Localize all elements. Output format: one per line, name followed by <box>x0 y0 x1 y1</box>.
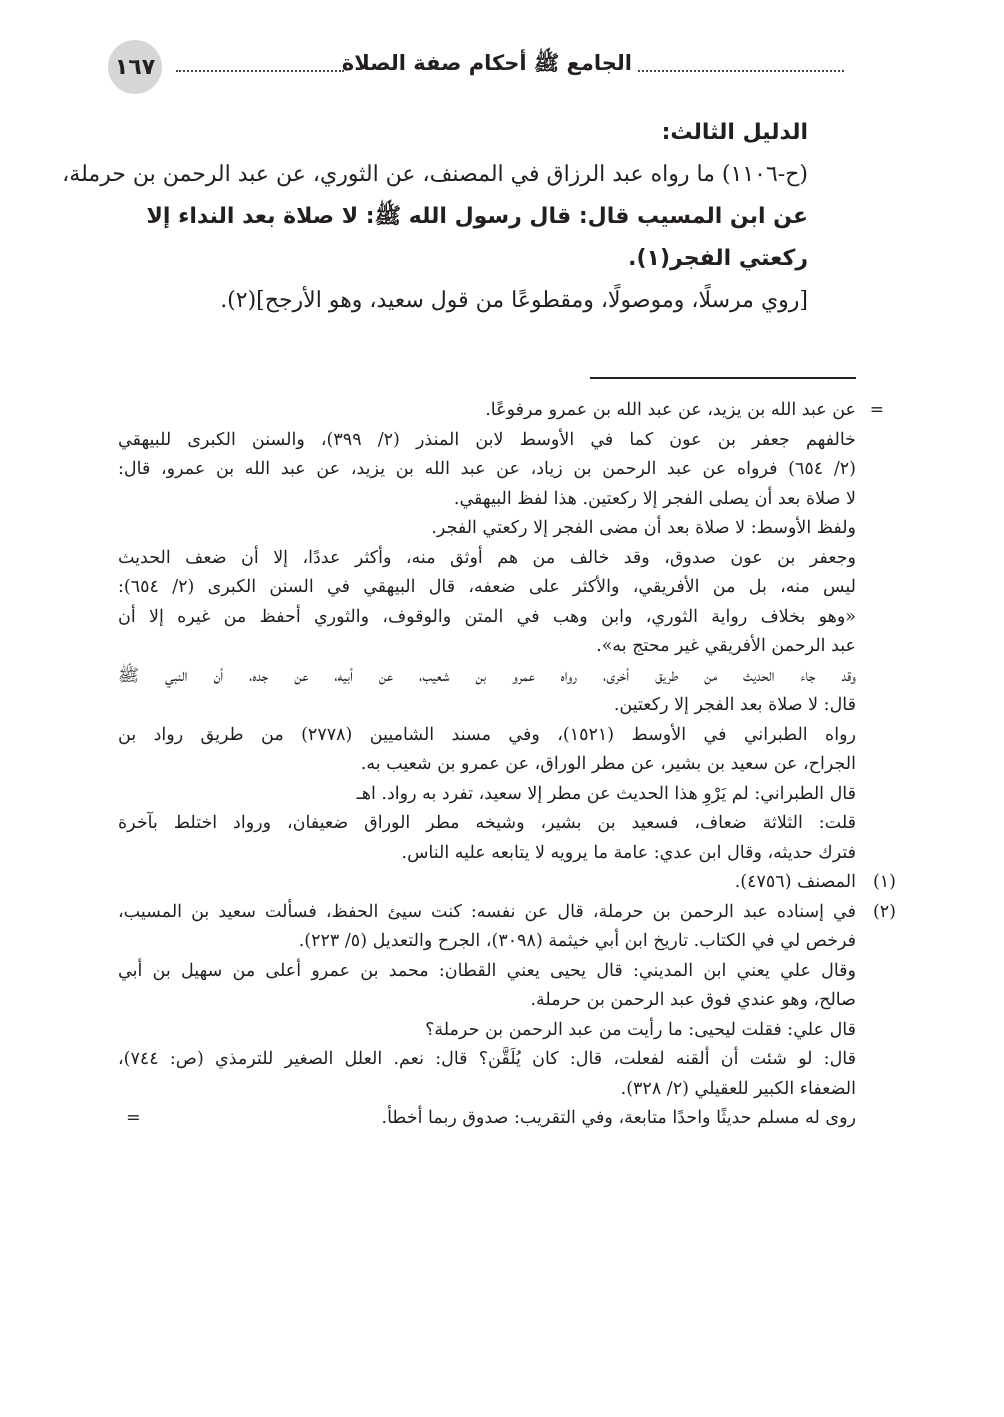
footnote-number: (٢) <box>872 901 896 922</box>
footnote-2-line: قال: لو شئت أن ألقنه لفعلت، قال: كان يُلَقَّن؟ قال: نعم. العلل الصغير للترمذي (ص: ٧٤٤)، <box>118 1049 856 1069</box>
footnote-2-line <box>118 1104 856 1134</box>
footnote-2-line: فرخص لي في الكتاب. تاريخ ابن أبي خيثمة (٣٠٩٨)، الجرح والتعديل (٥/ ٢٢٣). <box>298 931 856 951</box>
footnote-line: وجعفر بن عون صدوق، وقد خالف من هم أوثق منه، وأكثر عددًا، إلا أن ضعف الحديث <box>118 547 856 568</box>
footnote-line: «وهو بخلاف رواية الثوري، وابن وهب في المتن والوقوف، والثوري أحفظ من غيره إلا أن <box>118 606 856 627</box>
footnote-1 <box>118 868 896 898</box>
grading-line: [روي مرسلًا، وموصولًا، ومقطوعًا من قول سعيد، وهو الأرجح](٢). <box>220 288 808 313</box>
page-header <box>108 40 844 98</box>
footnote-line: وقد جاء الحديث من طريق أخرى، رواه عمرو بن شعيب، عن أبيه، عن جده، أن النبي ﷺ <box>118 665 856 686</box>
footnote-line: (٢/ ٦٥٤) فرواه عن عبد الرحمن بن زياد، عن عبد الله بن يزيد، عن عبد الله بن عمرو، قال: <box>118 459 856 479</box>
footnote-2-line-text: روى له مسلم حديثًا واحدًا متابعة، وفي التقريب: صدوق ربما أخطأ. <box>381 1108 856 1128</box>
footnote-2-line: الضعفاء الكبير للعقيلي (٢/ ٣٢٨). <box>620 1078 856 1099</box>
footnote-line <box>118 396 884 426</box>
footnote-line: ليس منه، بل من الأفريقي، والأكثر على ضعفه، قال البيهقي في السنن الكبرى (٢/ ٦٥٤): <box>118 577 856 597</box>
header-dotted-rule-right <box>638 70 844 72</box>
footnote-2-line: صالح، وهو عندي فوق عبد الرحمن بن حرملة. <box>530 990 856 1010</box>
footnote-2-line <box>118 898 896 928</box>
footnote-2-line-text: في إسناده عبد الرحمن بن حرملة، قال عن نفسه: كنت سيئ الحفظ، فسألت سعيد بن المسيب، <box>118 901 856 922</box>
footnote-line: خالفهم جعفر بن عون كما في الأوسط لابن المنذر (٢/ ٣٩٩)، والسنن الكبرى للبيهقي <box>118 429 856 450</box>
hadith-text-line: ركعتي الفجر(١). <box>628 246 808 271</box>
continuation-marker: = <box>869 400 884 420</box>
footnote-line: قلت: الثلاثة ضعاف، فسعيد بن بشير، وشيخه مطر الوراق ضعيفان، ورواد اختلط بآخرة <box>118 813 856 833</box>
footnote-2-line: وقال علي يعني ابن المديني: قال يحيى يعني القطان: محمد بن عمرو أعلى من سهيل بن أبي <box>118 960 856 981</box>
footnote-line: قال: لا صلاة بعد الفجر إلا ركعتين. <box>613 695 856 715</box>
header-dotted-rule-left <box>176 70 344 72</box>
footnote-line: فترك حديثه، وقال ابن عدي: عامة ما يرويه لا يتابعه عليه الناس. <box>401 842 856 863</box>
footnote-1-text: المصنف (٤٧٥٦). <box>734 872 856 892</box>
footnote-line: عبد الرحمن الأفريقي غير محتج به». <box>596 636 856 656</box>
footnote-line: لا صلاة بعد أن يصلى الفجر إلا ركعتين. هذا لفظ البيهقي. <box>453 488 856 509</box>
hadith-text-line: عن ابن المسيب قال: قال رسول الله ﷺ: لا صلاة بعد النداء إلا <box>146 204 808 229</box>
footnote-line: رواه الطبراني في الأوسط (١٥٢١)، وفي مسند الشاميين (٢٧٧٨) من طريق رواد بن <box>118 724 856 745</box>
footnote-separator <box>590 377 856 379</box>
page-number-badge <box>108 40 162 94</box>
footnote-number: (١) <box>872 872 896 892</box>
page-number: ١٦٧ <box>114 54 156 80</box>
footnotes <box>118 396 896 1134</box>
main-line: (ح-١١٠٦) ما رواه عبد الرزاق في المصنف، عن الثوري، عن عبد الرحمن بن حرملة، <box>62 162 808 187</box>
footnote-2-line: قال علي: فقلت ليحيى: ما رأيت من عبد الرحمن بن حرملة؟ <box>425 1019 856 1040</box>
main-text <box>62 112 808 322</box>
footnote-line-text: عن عبد الله بن يزيد، عن عبد الله بن عمرو مرفوعًا. <box>485 400 856 420</box>
footnote-line: قال الطبراني: لم يَرْوِ هذا الحديث عن مطر إلا سعيد، تفرد به رواد. اهـ <box>356 783 856 804</box>
continuation-marker-end: = <box>126 1108 141 1128</box>
section-heading: الدليل الثالث: <box>661 120 808 145</box>
running-title: الجامع ﷺ أحكام صفة الصلاة <box>341 51 632 75</box>
footnote-line: الجراح، عن سعيد بن بشير، عن مطر الوراق، عن عمرو بن شعيب به. <box>360 754 856 774</box>
footnote-line: ولفظ الأوسط: لا صلاة بعد أن مضى الفجر إلا ركعتي الفجر. <box>431 518 856 538</box>
